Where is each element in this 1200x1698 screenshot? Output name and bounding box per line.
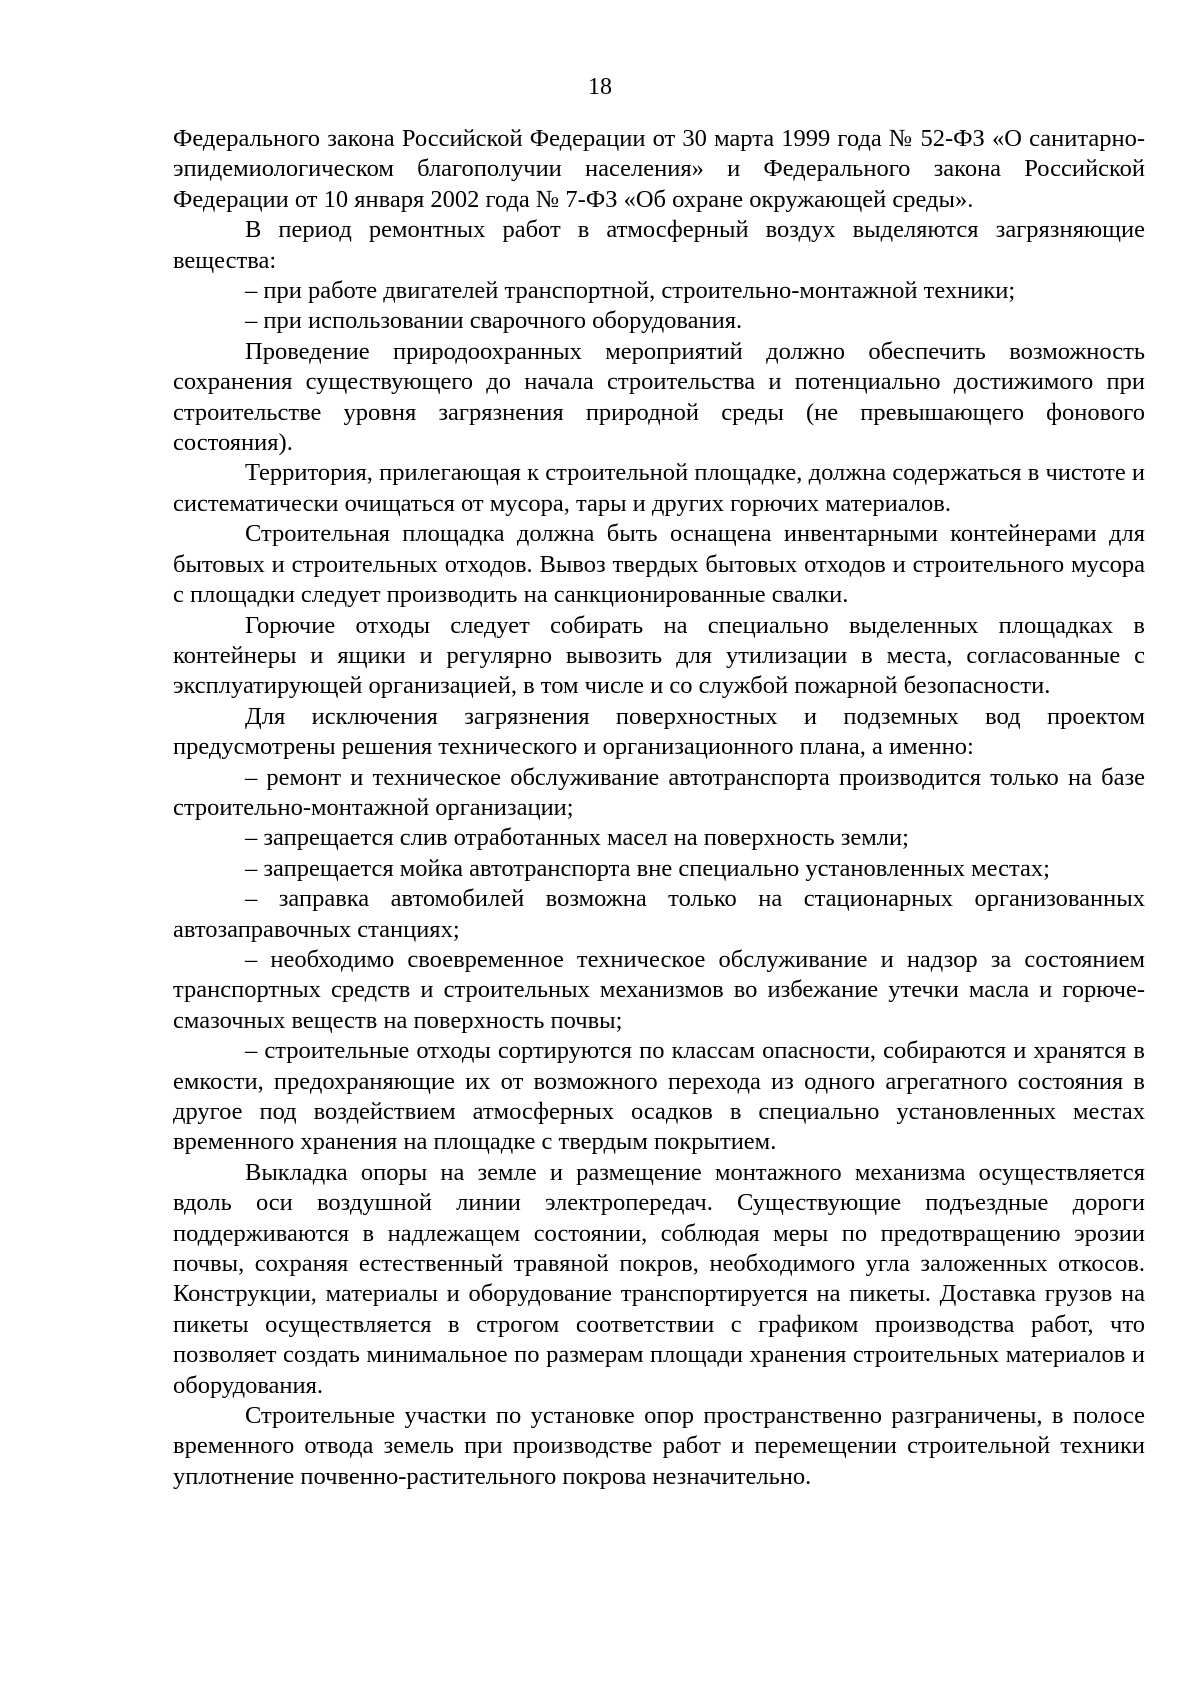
paragraph: Проведение природоохранных мероприятий должно обеспечить возможность сохранения существующего до начала строительства и потенциально достижимого при строительстве уровня загрязнения природной среды (не превышающего фонового состояния). <box>173 337 1145 457</box>
list-item: – запрещается слив отработанных масел на поверхность земли; <box>245 824 909 852</box>
body-text <box>173 124 1145 1492</box>
list-item: – ремонт и техническое обслуживание автотранспорта производится только на базе строительно-монтажной организации; <box>173 763 1145 821</box>
list-item: – заправка автомобилей возможна только на стационарных организованных автозаправочных станциях; <box>173 885 1145 943</box>
paragraph: Выкладка опоры на земле и размещение монтажного механизма осуществляется вдоль оси воздушной линии электропередач. Существующие подъездные дороги поддерживаются в надлежащем состоянии, соблюдая меры по предотвращению эрозии почвы, сохраняя естественный травяной покров, необходимого угла заложенных откосов. Конструкции, материалы и оборудование транспортируется на пикеты. Доставка грузов на пикеты осуществляется в строгом соответствии с графиком производства работ, что позволяет создать минимальное по размерам площади хранения строительных материалов и оборудования. <box>173 1158 1145 1399</box>
paragraph: Территория, прилегающая к строительной площадке, должна содержаться в чистоте и систематически очищаться от мусора, тары и других горючих материалов. <box>173 459 1145 517</box>
paragraph: В период ремонтных работ в атмосферный воздух выделяются загрязняющие вещества: <box>173 216 1145 274</box>
paragraph: Для исключения загрязнения поверхностных и подземных вод проектом предусмотрены решения технического и организационного плана, а именно: <box>173 702 1145 761</box>
paragraph: Строительные участки по установке опор пространственно разграничены, в полосе временного отвода земель при производстве работ и перемещении строительной техники уплотнение почвенно-растительного покрова незначительно. <box>173 1402 1145 1490</box>
list-item: – строительные отходы сортируются по классам опасности, собираются и хранятся в емкости, предохраняющие их от возможного перехода из одного агрегатного состояния в другое под воздействием атмосферных осадков в специально установленных местах временного хранения на площадке с твердым покрытием. <box>173 1037 1145 1156</box>
list-item: – при использовании сварочного оборудования. <box>245 307 743 335</box>
list-item: – при работе двигателей транспортной, строительно-монтажной техники; <box>245 277 1016 305</box>
list-item: – запрещается мойка автотранспорта вне специально установленных местах; <box>245 854 1050 882</box>
paragraph: Федерального закона Российской Федерации от 30 марта 1999 года № 52-ФЗ «О санитарно-эпидемиологическом благополучии населения» и Федерального закона Российской Федерации от 10 января 2002 года № 7-ФЗ «Об охране окружающей среды». <box>173 125 1145 213</box>
paragraph: Горючие отходы следует собирать на специально выделенных площадках в контейнеры и ящики и регулярно вывозить для утилизации в места, согласованные с эксплуатирующей организацией, в том числе и со службой пожарной безопасности. <box>173 611 1145 700</box>
paragraph: Строительная площадка должна быть оснащена инвентарными контейнерами для бытовых и строительных отходов. Вывоз твердых бытовых отходов и строительного мусора с площадки следует производить на санкционированные свалки. <box>173 520 1145 609</box>
page-number: 18 <box>588 74 612 100</box>
list-item: – необходимо своевременное техническое обслуживание и надзор за состоянием транспортных средств и строительных механизмов во избежание утечки масла и горюче-смазочных веществ на поверхность почвы; <box>173 945 1145 1034</box>
